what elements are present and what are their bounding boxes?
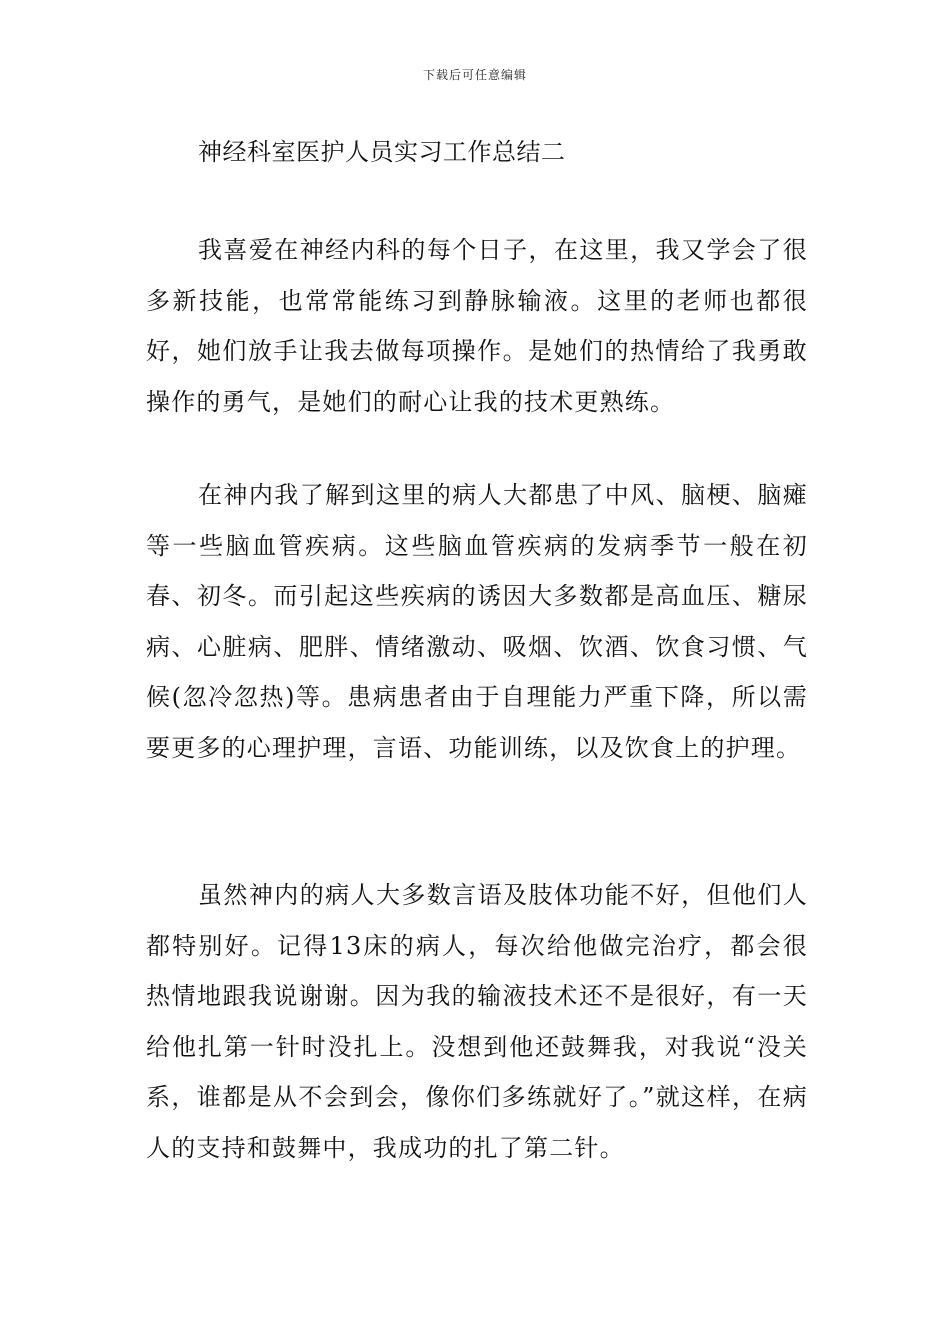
header-note: 下载后可任意编辑	[422, 68, 527, 82]
paragraph: 虽然神内的病人大多数言语及肢体功能不好，但他们人都特别好。记得13床的病人，每次给他做完治疗，都会很热情地跟我说谢谢。因为我的输液技术还不是很好，有一天给他扎第一针时没扎上。没想到他还鼓舞我，对我说“没关系，谁都是从不会到会，像你们多练就好了。”就这样，在病人的支持和鼓舞中，我成功的扎了第二针。	[146, 881, 808, 1162]
paragraph: 我喜爱在神经内科的每个日子，在这里，我又学会了很多新技能，也常常能练习到静脉输液。这里的老师也都很好，她们放手让我去做每项操作。是她们的热情给了我勇敢操作的勇气，是她们的耐心让我的技术更熟练。	[146, 236, 808, 416]
paragraph: 在神内我了解到这里的病人大都患了中风、脑梗、脑瘫等一些脑血管疾病。这些脑血管疾病的发病季节一般在初春、初冬。而引起这些疾病的诱因大多数都是高血压、糖尿病、心脏病、肥胖、情绪激动、吸烟、饮酒、饮食习惯、气候(忽冷忽热)等。患病患者由于自理能力严重下降，所以需要更多的心理护理，言语、功能训练，以及饮食上的护理。	[146, 481, 808, 762]
document-title: 神经科室医护人员实习工作总结二	[198, 138, 566, 166]
